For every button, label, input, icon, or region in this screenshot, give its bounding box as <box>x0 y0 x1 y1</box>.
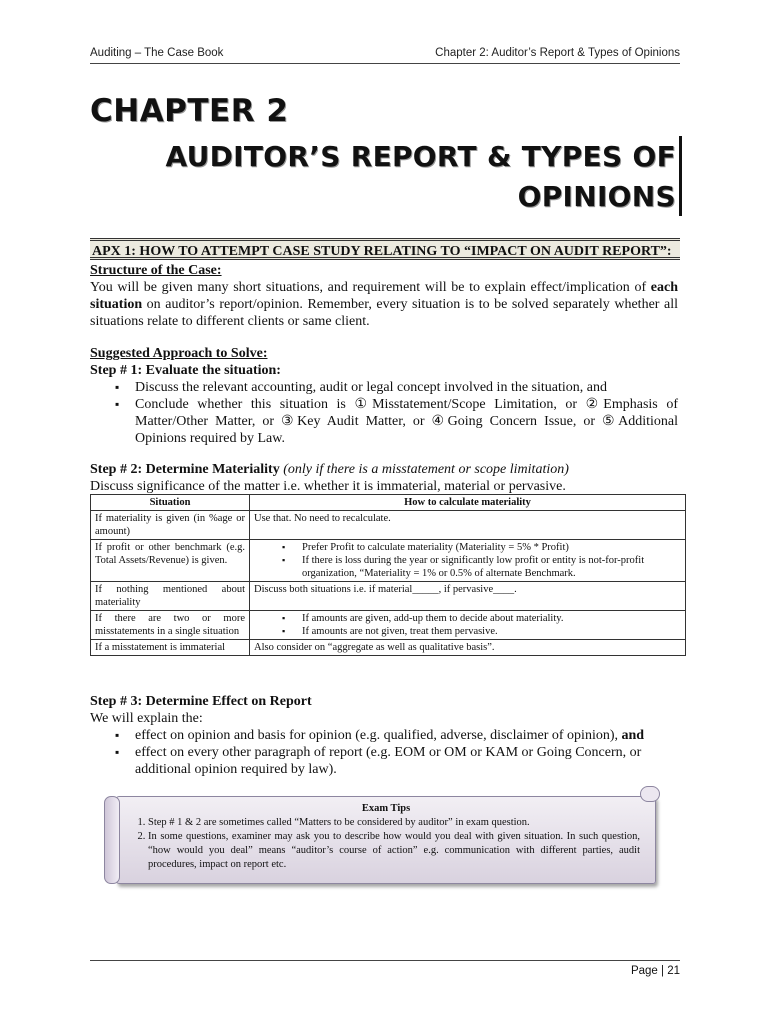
approach-section <box>90 345 678 447</box>
step2-text: Discuss significance of the matter i.e. whether it is immaterial, material or pervasive. <box>90 479 566 494</box>
structure-paragraph <box>90 279 678 330</box>
structure-text-b: on auditor’s report/opinion. Remember, every situation is to be solved separately whether all situations relate to different clients or same client. <box>90 297 678 329</box>
table-row <box>91 511 686 540</box>
exam-tips-list <box>132 816 640 872</box>
situation-cell: If nothing mentioned about materiality <box>91 582 250 611</box>
header-book-title: Auditing – The Case Book <box>90 47 224 59</box>
table-row <box>91 611 686 640</box>
step3-intro: We will explain the: <box>90 711 203 726</box>
table-row <box>91 540 686 582</box>
step3-item: ▪ effect on every other paragraph of report (e.g. EOM or OM or KAM or Going Concern, or additional opinion required by law). <box>135 744 678 778</box>
step2-note: (only if there is a misstatement or scope limitation) <box>279 462 569 477</box>
scroll-right-curl <box>640 786 660 802</box>
structure-text-bold: each situation <box>90 280 678 312</box>
how-cell: Also consider on “aggregate as well as qualitative basis”. <box>250 640 686 656</box>
situation-cell: If there are two or more misstatements in a single situation <box>91 611 250 640</box>
title-accent-bar <box>679 136 682 216</box>
header-chapter-title: Chapter 2: Auditor’s Report & Types of Opinions <box>435 47 680 59</box>
table-header-row <box>91 495 686 511</box>
running-header <box>90 45 680 64</box>
exam-tip-item: 1. Step # 1 & 2 are sometimes called “Matters to be considered by auditor” in exam question. <box>148 816 640 830</box>
chapter-number: CHAPTER 2 <box>90 93 289 129</box>
how-item: ▪ If amounts are given, add-up them to decide about materiality. <box>302 612 681 625</box>
step1-list <box>90 379 678 447</box>
how-cell <box>250 611 686 640</box>
how-item: ▪ If amounts are not given, treat them pervasive. <box>302 625 681 638</box>
how-item: ▪ Prefer Profit to calculate materiality (Materiality = 5% * Profit) <box>302 541 681 554</box>
exam-tips <box>132 802 640 872</box>
step2-section <box>90 461 678 495</box>
chapter-title <box>110 137 676 217</box>
column-header-how: How to calculate materiality <box>250 495 686 511</box>
how-cell <box>250 540 686 582</box>
step3-section <box>90 693 678 778</box>
structure-text-a: You will be given many short situations, and requirement will be to explain effect/implication of <box>90 280 651 295</box>
structure-heading: Structure of the Case: <box>90 263 222 278</box>
step2-heading: Step # 2: Determine Materiality <box>90 462 280 477</box>
exam-tip-item: 2. In some questions, examiner may ask you to describe how would you deal with given situation. In such question, “how would you deal” means “auditor’s course of action” e.g. communication with different parties, audit procedures, impact on report etc. <box>148 830 640 872</box>
table-row <box>91 582 686 611</box>
column-header-situation: Situation <box>91 495 250 511</box>
page-number: Page | 21 <box>630 965 680 977</box>
how-item: ▪ If there is loss during the year or significantly low profit or entity is not-for-profit organization, “Materiality = 1% or 0.5% of alternate Benchmark. <box>302 554 681 580</box>
situation-cell: If profit or other benchmark (e.g. Total Assets/Revenue) is given. <box>91 540 250 582</box>
situation-cell: If materiality is given (in %age or amount) <box>91 511 250 540</box>
exam-tips-title: Exam Tips <box>361 803 411 814</box>
apx-heading: APX 1: HOW TO ATTEMPT CASE STUDY RELATING TO “IMPACT ON AUDIT REPORT”: <box>90 238 680 260</box>
how-cell: Use that. No need to recalculate. <box>250 511 686 540</box>
how-cell: Discuss both situations i.e. if material_____, if pervasive____. <box>250 582 686 611</box>
step1-item: ▪ Conclude whether this situation is ①Misstatement/Scope Limitation, or ②Emphasis of Matter/Other Matter, or ③Key Audit Matter, or ④Going Concern Issue, or ⑤Additional Opinions required by Law. <box>135 396 678 447</box>
step3-list <box>90 727 678 778</box>
materiality-table <box>90 494 686 656</box>
step1-heading: Step # 1: Evaluate the situation: <box>90 363 281 378</box>
page-footer <box>90 960 680 977</box>
step3-item1-bold: and <box>621 728 645 743</box>
table-row <box>91 640 686 656</box>
chapter-title-line-1: AUDITOR’S REPORT & TYPES OF <box>165 140 676 173</box>
step2-heading-line <box>90 461 678 478</box>
step3-heading: Step # 3: Determine Effect on Report <box>90 694 312 709</box>
chapter-title-line-2: OPINIONS <box>517 180 676 213</box>
structure-section <box>90 262 678 330</box>
step3-item <box>135 727 678 744</box>
approach-heading: Suggested Approach to Solve: <box>90 346 268 361</box>
situation-cell: If a misstatement is immaterial <box>91 640 250 656</box>
step1-item: ▪ Discuss the relevant accounting, audit or legal concept involved in the situation, and <box>135 379 678 396</box>
scroll-left-curl <box>104 796 120 884</box>
step3-item1-text: effect on opinion and basis for opinion (e.g. qualified, adverse, disclaimer of opinion), <box>135 728 622 743</box>
